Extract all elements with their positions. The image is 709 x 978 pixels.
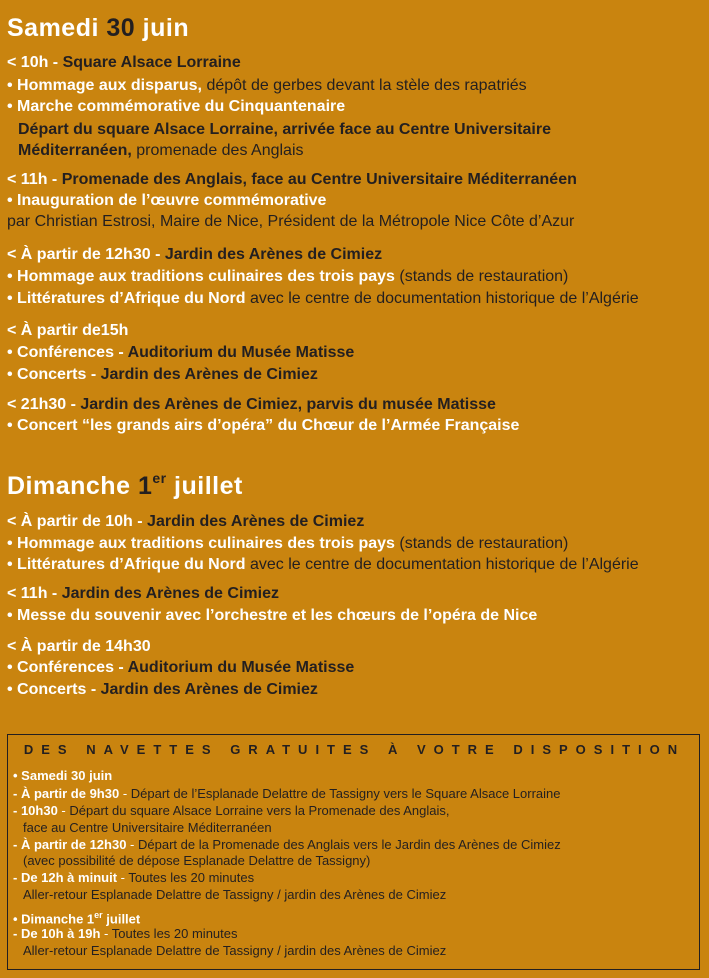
day-title-dimanche: Dimanche 1er juillet <box>7 470 243 500</box>
list-item: • Hommage aux traditions culinaires des trois pays (stands de restauration) <box>7 268 569 285</box>
list-item-continuation: Départ du square Alsace Lorraine, arrivée face au Centre Universitaire <box>18 121 551 138</box>
schedule-slot: < À partir de 14h30 <box>7 638 151 655</box>
list-item: • Littératures d’Afrique du Nord avec le centre de documentation historique de l’Algérie <box>7 290 639 307</box>
navettes-row: - À partir de 12h30 - Départ de la Promenade des Anglais vers le Jardin des Arènes de Cimiez <box>13 837 561 852</box>
navettes-row-continuation: Aller-retour Esplanade Delattre de Tassigny / jardin des Arènes de Cimiez <box>23 943 447 958</box>
schedule-slot: < À partir de 10h - Jardin des Arènes de Cimiez <box>7 513 365 530</box>
list-item: • Messe du souvenir avec l’orchestre et les chœurs de l’opéra de Nice <box>7 607 538 624</box>
list-item: • Hommage aux disparus, dépôt de gerbes devant la stèle des rapatriés <box>7 77 527 94</box>
navettes-row: - De 12h à minuit - Toutes les 20 minutes <box>13 870 255 885</box>
list-item: par Christian Estrosi, Maire de Nice, Président de la Métropole Nice Côte d’Azur <box>7 213 575 230</box>
navettes-title: DES NAVETTES GRATUITES À VOTRE DISPOSITION <box>23 742 686 757</box>
day-title-samedi: Samedi 30 juin <box>7 14 190 42</box>
schedule-slot: < 21h30 - Jardin des Arènes de Cimiez, parvis du musée Matisse <box>7 396 496 413</box>
schedule-slot: < 11h - Promenade des Anglais, face au Centre Universitaire Méditerranéen <box>7 171 577 188</box>
list-item: • Concerts - Jardin des Arènes de Cimiez <box>7 681 318 698</box>
schedule-slot: < À partir de 12h30 - Jardin des Arènes de Cimiez <box>7 246 383 263</box>
list-item-continuation: Méditerranéen, promenade des Anglais <box>18 142 304 159</box>
list-item: • Inauguration de l’œuvre commémorative <box>7 192 327 209</box>
navettes-row-continuation: Aller-retour Esplanade Delattre de Tassigny / jardin des Arènes de Cimiez <box>23 887 447 902</box>
navettes-row: - 10h30 - Départ du square Alsace Lorraine vers la Promenade des Anglais, <box>13 803 450 818</box>
schedule-slot: < 11h - Jardin des Arènes de Cimiez <box>7 585 279 602</box>
list-item: • Conférences - Auditorium du Musée Matisse <box>7 659 355 676</box>
navettes-day-head: • Dimanche 1er juillet <box>13 910 141 927</box>
navettes-day-head: • Samedi 30 juin <box>13 768 113 783</box>
list-item: • Conférences - Auditorium du Musée Matisse <box>7 344 355 361</box>
navettes-row-continuation: face au Centre Universitaire Méditerranéen <box>23 820 272 835</box>
navettes-row-continuation: (avec possibilité de dépose Esplanade Delattre de Tassigny) <box>23 853 371 868</box>
list-item: • Marche commémorative du Cinquantenaire <box>7 98 346 115</box>
navettes-row: - De 10h à 19h - Toutes les 20 minutes <box>13 926 238 941</box>
list-item: • Hommage aux traditions culinaires des trois pays (stands de restauration) <box>7 535 569 552</box>
list-item: • Littératures d’Afrique du Nord avec le centre de documentation historique de l’Algérie <box>7 556 639 573</box>
list-item: • Concert “les grands airs d’opéra” du Chœur de l’Armée Française <box>7 417 520 434</box>
list-item: • Concerts - Jardin des Arènes de Cimiez <box>7 366 318 383</box>
schedule-slot: < À partir de15h <box>7 322 129 339</box>
schedule-slot: < 10h - Square Alsace Lorraine <box>7 54 241 71</box>
navettes-row: - À partir de 9h30 - Départ de l’Esplanade Delattre de Tassigny vers le Square Alsace Lorraine <box>13 786 561 801</box>
